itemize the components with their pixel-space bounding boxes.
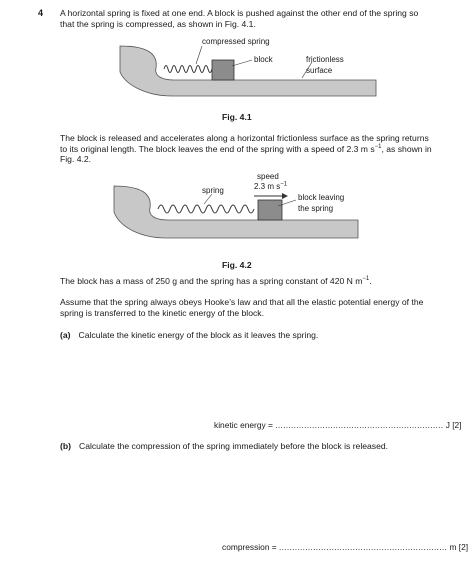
fig2-label-block-1: block leaving	[298, 193, 345, 202]
part-a-label: (a)	[60, 330, 71, 340]
para2-line-2: to its original length. The block leaves the end of the spring with a speed of 2.3 m $s^{-1}$, as shown in	[60, 143, 432, 154]
fig1-spring	[164, 66, 212, 73]
question-number: 4	[38, 8, 44, 18]
figure-4-1	[118, 36, 378, 116]
fig1-label-surface-1: frictionless	[306, 55, 344, 64]
para2-line-1: The block is released and accelerates along a horizontal frictionless surface as the spring returns	[60, 133, 429, 143]
fig1-surface	[120, 46, 376, 96]
part-b-unit: m	[449, 542, 457, 552]
part-b-marks: [2]	[458, 542, 469, 552]
part-b-answer-line	[222, 542, 468, 552]
para2-line-3: Fig. 4.2.	[60, 154, 92, 165]
fig1-block	[212, 60, 234, 80]
fig1-caption: Fig. 4.1	[222, 112, 252, 122]
part-a-unit: J	[445, 420, 450, 430]
part-a-marks: [2]	[452, 420, 462, 430]
fig2-spring	[158, 205, 254, 213]
fig2-label-speed: speed	[257, 172, 279, 181]
fig2-arrowhead	[282, 193, 288, 199]
paragraph-mass: The block has a mass of 250 g and the spring has a spring constant of 420 N $m^{-1}$.	[60, 276, 372, 286]
fig2-label-speed-value: 2.3 m $s^{-1}$	[254, 181, 288, 191]
paragraph-release	[60, 133, 440, 165]
fig1-leader-block	[232, 60, 252, 66]
part-b-label: (b)	[60, 441, 71, 451]
part-b-text: Calculate the compression of the spring immediately before the block is released.	[78, 441, 389, 451]
part-b-answer-label: compression =	[222, 542, 277, 552]
fig2-leader-spring	[204, 194, 212, 204]
intro-line-1: A horizontal spring is fixed at one end. A block is pushed against the other end of the spring so	[60, 8, 419, 18]
fig2-label-block-2: the spring	[298, 204, 334, 213]
fig2-block	[258, 200, 282, 220]
intro-line-2: that the spring is compressed, as shown in Fig. 4.1.	[60, 18, 256, 29]
fig1-label-spring: compressed spring	[202, 37, 270, 46]
part-a-answer-label: kinetic energy =	[214, 420, 273, 430]
fig2-caption: Fig. 4.2	[222, 260, 252, 270]
part-a-answer-dots[interactable]: ................................................................	[275, 420, 444, 430]
part-b-answer-dots[interactable]: ................................................................	[279, 542, 448, 552]
part-a-question	[60, 330, 440, 341]
part-a-answer-line	[214, 420, 462, 430]
fig1-leader-spring	[196, 46, 202, 64]
part-b-question	[60, 441, 440, 452]
part-a-text: Calculate the kinetic energy of the block as it leaves the spring.	[78, 330, 319, 340]
paragraph-assumption	[60, 297, 440, 318]
para4-line-1: Assume that the spring always obeys Hooke’s law and that all the elastic potential energy of the	[60, 297, 424, 307]
question-intro	[60, 8, 440, 29]
fig1-label-block: block	[254, 55, 273, 64]
fig2-label-spring: spring	[202, 186, 224, 195]
fig1-label-surface-2: surface	[306, 66, 333, 75]
para4-line-2: spring is transferred to the kinetic energy of the block.	[60, 307, 264, 318]
